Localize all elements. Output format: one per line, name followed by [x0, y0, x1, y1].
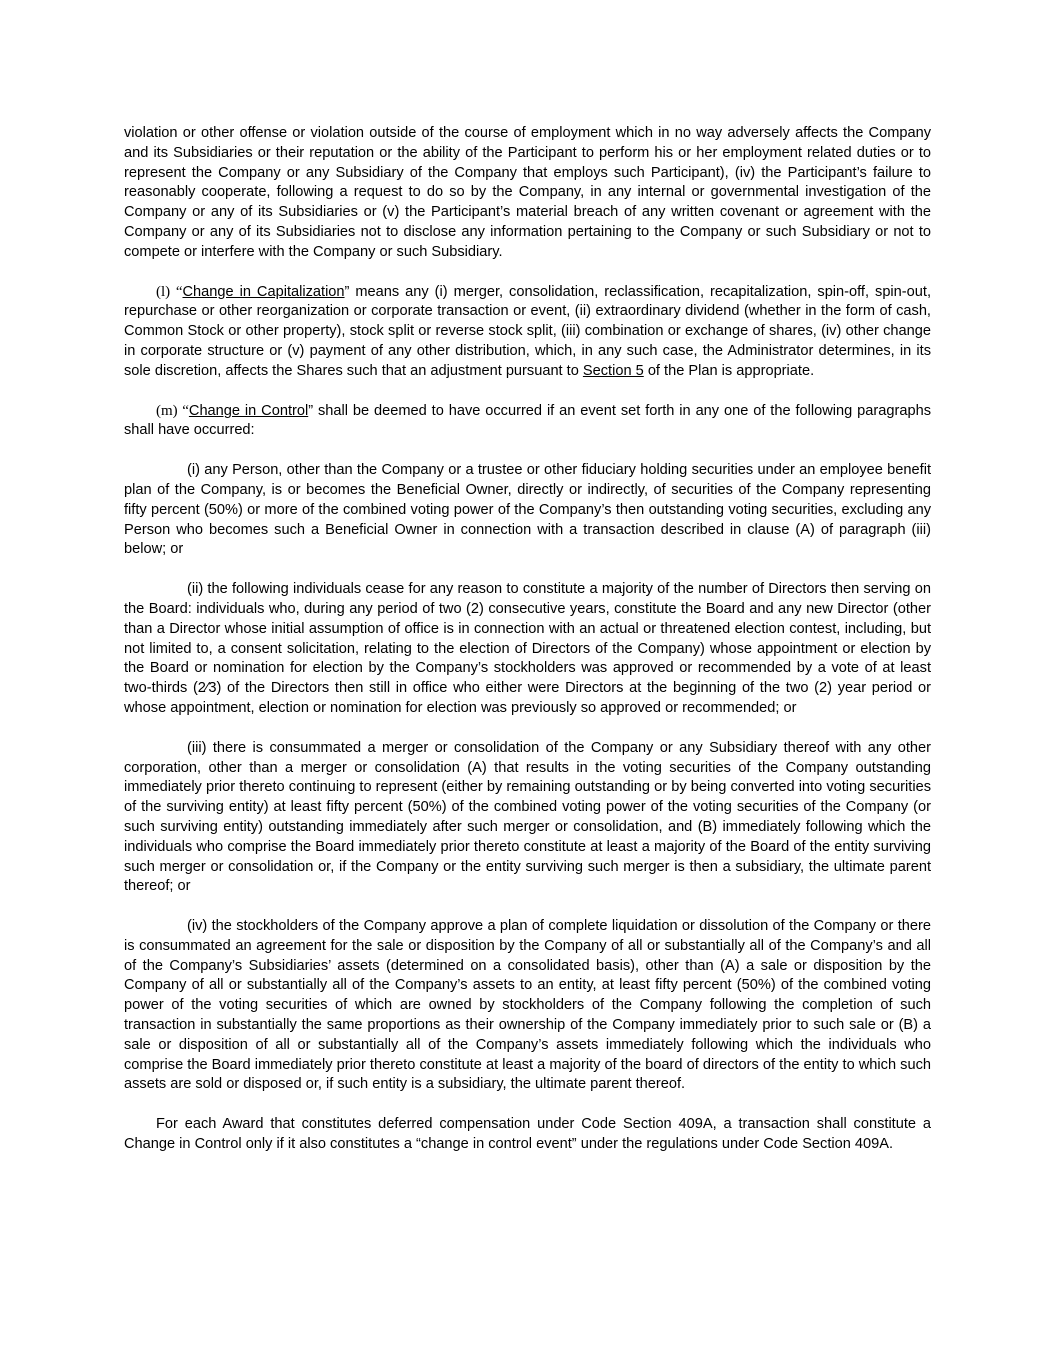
defined-term-change-in-control: Change in Control [188, 402, 309, 419]
subparagraph-iii: (iii) there is consummated a merger or consolidation of the Company or any Subsidiary thereof with any other corporation, other than a merger or consolidation (A) that results in the voting securities of the Company outstanding immediately prior thereto continuing to represent (either by remaining outstanding or by being converted into voting securities of the surviving entity) at least fifty percent (50%) of the combined voting power of the voting securities of the Company (or such surviving entity) outstanding immediately after such merger or consolidation, and (B) immediately following which the individuals who comprise the Board immediately prior thereto constitute at least a majority of the Board of the entity surviving such merger or consolidation or, if the Company or the entity surviving such merger is then a subsidiary, the ultimate parent thereof; or [124, 739, 931, 895]
subparagraph-ii: (ii) the following individuals cease for any reason to constitute a majority of the number of Directors then serving on the Board: individuals who, during any period of two (2) consecutive years, constitute the Board and any new Director (other than a Director whose initial assumption of office is in connection with an actual or threatened election contest, including, but not limited to, a consent solicitation, relating to the election of Directors of the Company) whose appointment or election by the Board or nomination for election by the Company’s stockholders was approved or recommended by a vote of at least two-thirds (2⁄3) of the Directors then still in office who either were Directors at the beginning of the two (2) year period or whose appointment, election or nomination for election was previously so approved or recommended; or [124, 581, 931, 716]
defined-term-change-in-capitalization: Change in Capitalization [182, 283, 345, 300]
section-reference: Section 5 [582, 362, 644, 379]
definition-text: ” means any (i) merger, consolidation, reclassification, recapitalization, spin-off, spin-out, repurchase or other reorganization or corporate transaction or event, (ii) extraordinary dividend (whether in the form of cash, Common Stock or other property), stock split or reverse stock split, (iii) combination or exchange of shares, (iv) other change in corporate structure or (v) payment of any other distribution, which, in any such case, the Administrator determines, in its sole discretion, affects the Shares such that an adjustment pursuant to [124, 283, 931, 379]
document-page [124, 124, 931, 1175]
subparagraph-i: (i) any Person, other than the Company or a trustee or other fiduciary holding securities under an employee benefit plan of the Company, is or becomes the Beneficial Owner, directly or indirectly, of securities of the Company representing fifty percent (50%) or more of the combined voting power of the Company’s then outstanding voting securities, excluding any Person who becomes such a Beneficial Owner in connection with a transaction described in clause (A) of paragraph (iii) below; or [124, 462, 931, 558]
definition-tail: of the Plan is appropriate. [643, 362, 815, 379]
paragraph-change-in-control [124, 402, 931, 442]
definition-text: ” shall be deemed to have occurred if an event set forth in any one of the following paragraphs shall have occurred: [124, 402, 931, 439]
clause-label-l: (l) “ [156, 283, 183, 300]
clause-label-m: (m) “ [156, 402, 189, 419]
paragraph-409a: For each Award that constitutes deferred compensation under Code Section 409A, a transaction shall constitute a Change in Control only if it also constitutes a “change in control event” under the regulations under Code Section 409A. [124, 1116, 931, 1153]
subparagraph-iv: (iv) the stockholders of the Company approve a plan of complete liquidation or dissolution of the Company or there is consummated an agreement for the sale or disposition by the Company of all or substantially all of the Company’s and all of the Company’s Subsidiaries’ assets (determined on a consolidated basis), other than (A) a sale or disposition by the Company of all or substantially all of the Company’s assets to an entity, at least fifty percent (50%) of the combined voting power of the voting securities of which are owned by stockholders of the Company following the completion of such transaction in substantially the same proportions as their ownership of the Company immediately prior to such sale or (B) a sale or disposition of all or substantially all of the Company’s assets immediately following which the individuals who comprise the Board immediately prior thereto constitute at least a majority of the board of directors of the entity to which such assets are sold or disposed or, if such entity is a subsidiary, the ultimate parent thereof. [124, 918, 931, 1093]
paragraph-cause-continued: violation or other offense or violation outside of the course of employment which in no way adversely affects the Company and its Subsidiaries or their reputation or the ability of the Participant to perform his or her employment related duties or to represent the Company or any Subsidiary of the Company that employs such Participant), (iv) the Participant’s failure to reasonably cooperate, following a request to do so by the Company, in any internal or governmental investigation of the Company or any of its Subsidiaries or (v) the Participant’s material breach of any written covenant or agreement with the Company or any of its Subsidiaries not to disclose any information pertaining to the Company or such Subsidiary or not to compete or interfere with the Company or such Subsidiary. [124, 125, 931, 260]
paragraph-change-in-capitalization [124, 283, 931, 382]
